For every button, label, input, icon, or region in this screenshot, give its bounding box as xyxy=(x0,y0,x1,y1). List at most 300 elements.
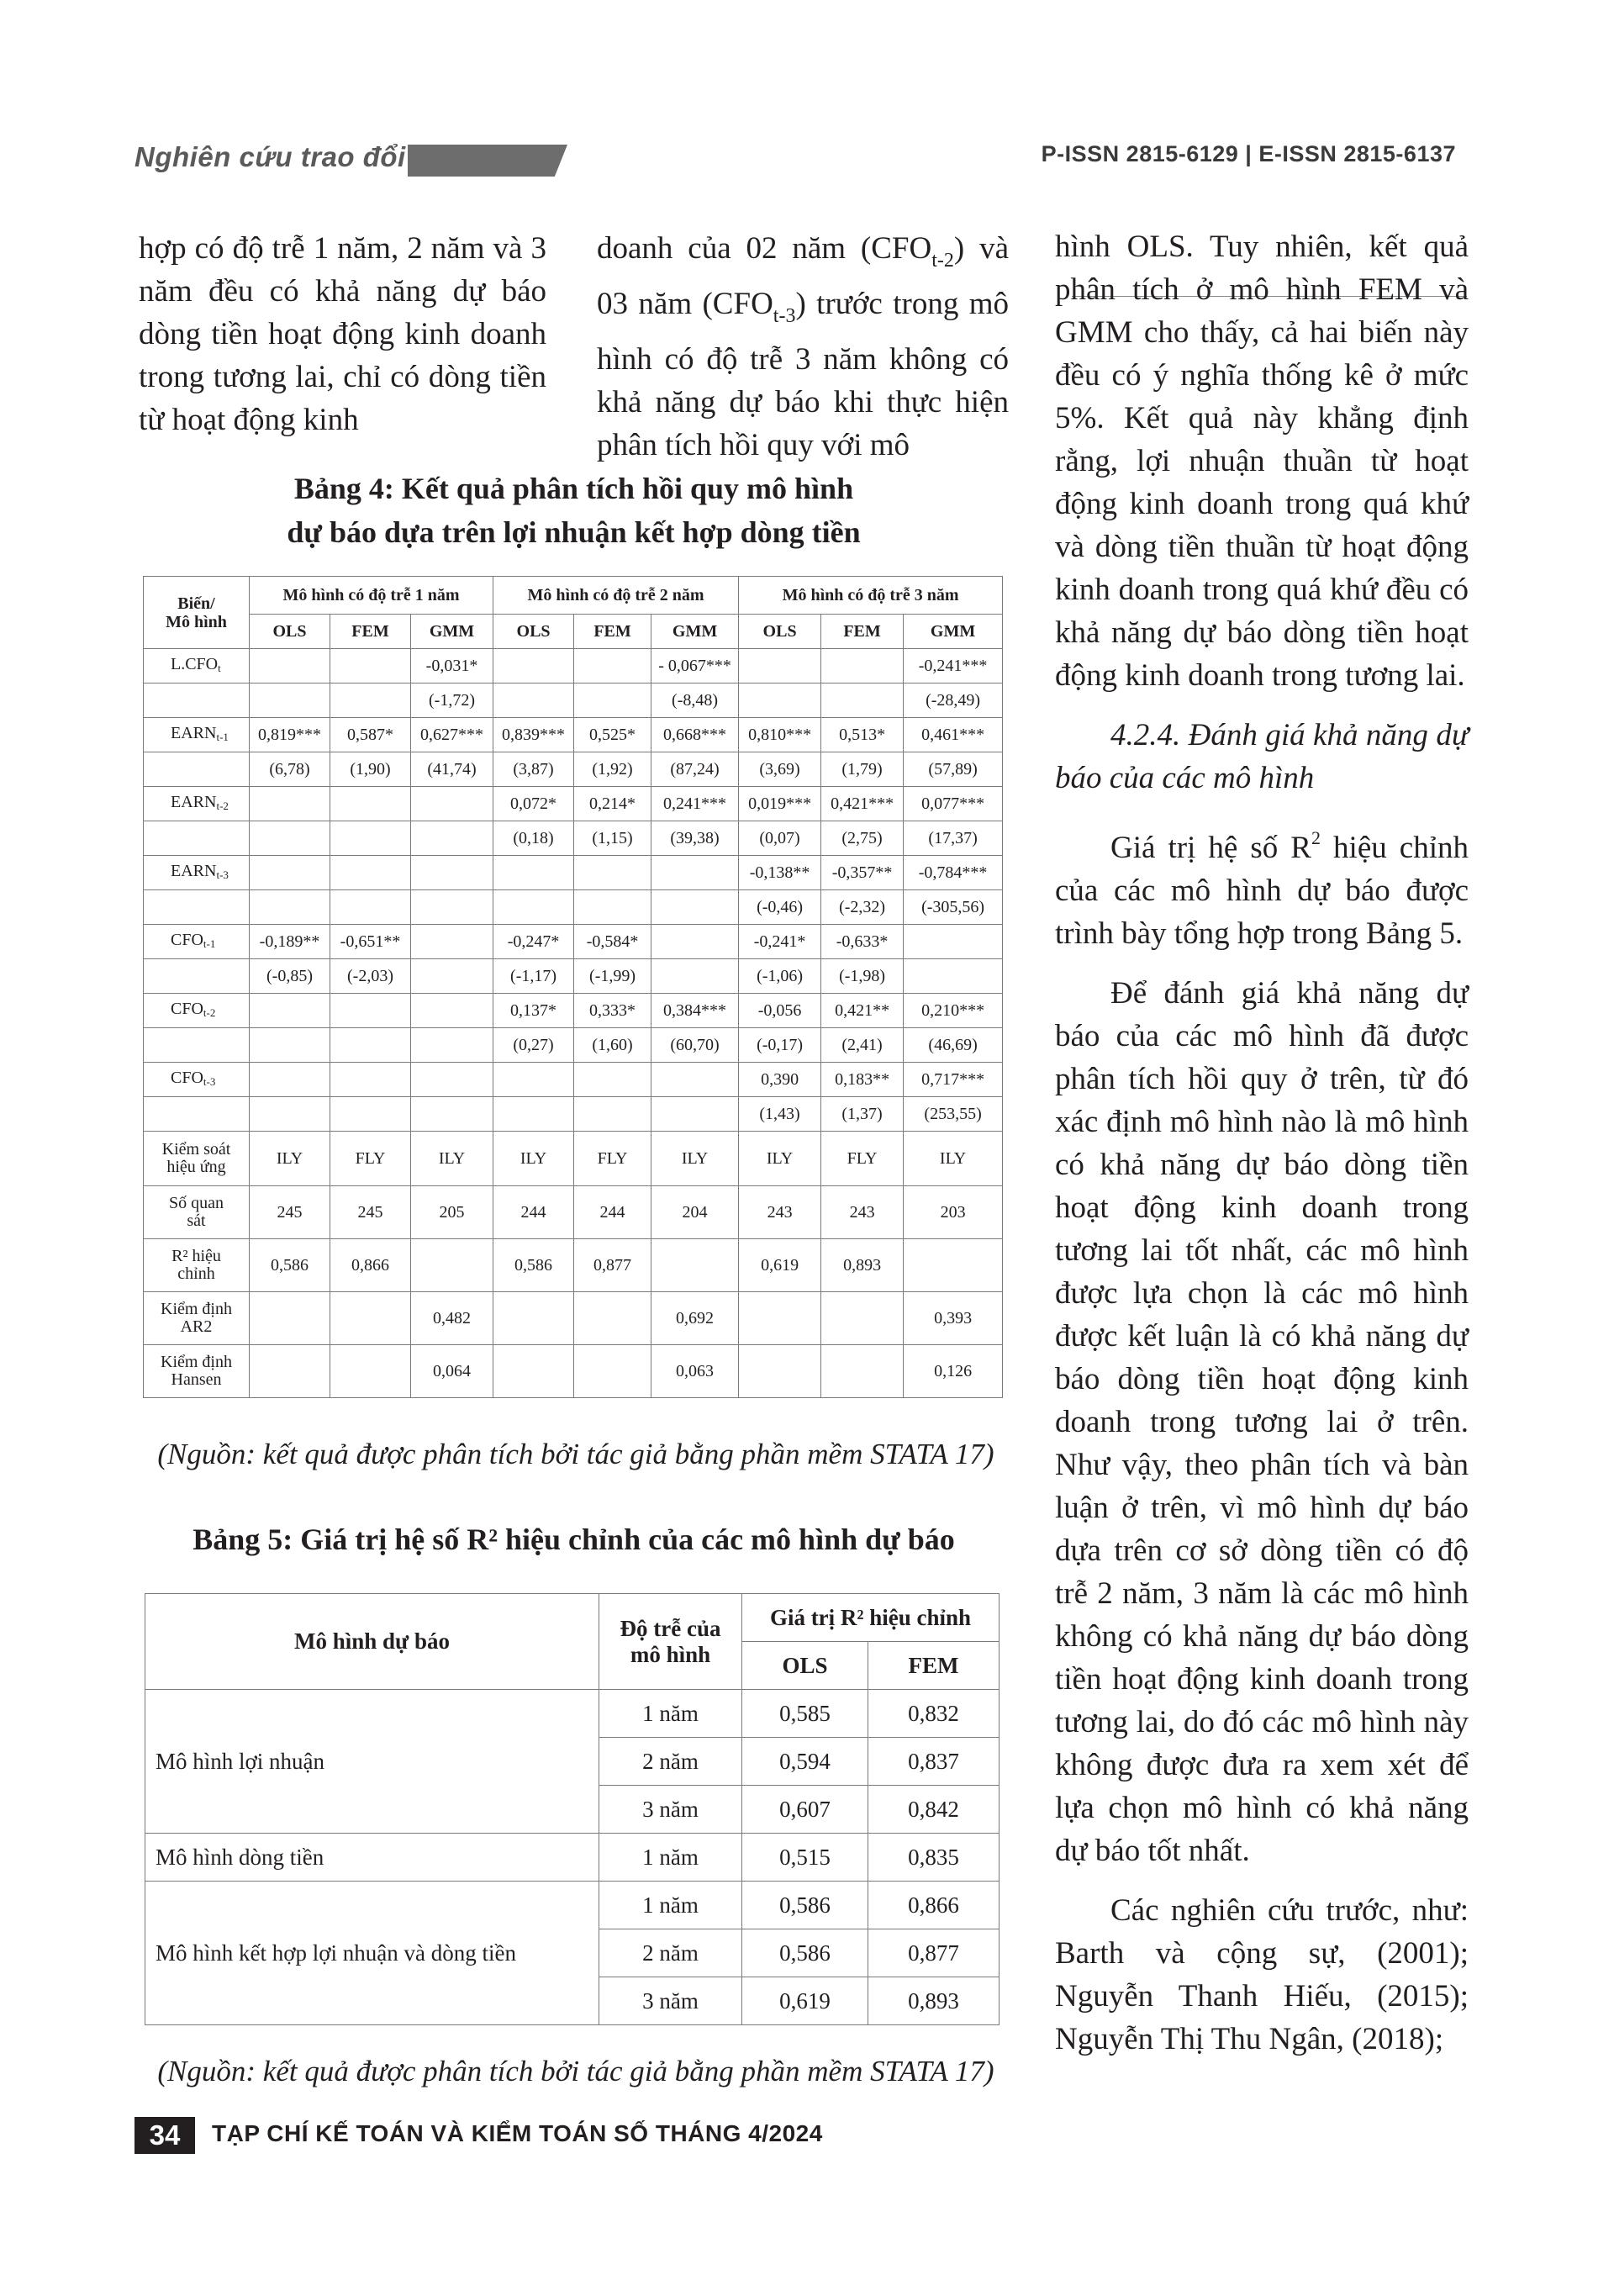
table4-coef-cell xyxy=(493,856,574,890)
table-row xyxy=(144,821,1003,856)
table5-cell: 2 năm xyxy=(599,1929,742,1977)
footer-label-line1: Số quan xyxy=(169,1194,224,1212)
table4-caption xyxy=(139,467,1009,554)
table4-tstat-cell xyxy=(250,821,330,856)
table4-coef-cell xyxy=(574,649,651,684)
table4-row-label xyxy=(144,649,250,684)
table4-coef-cell xyxy=(493,1063,574,1097)
table4-footer-cell: FLY xyxy=(574,1132,651,1186)
table5-cell: 0,866 xyxy=(868,1882,1000,1929)
table4-tstat-cell: (253,55) xyxy=(904,1097,1003,1132)
lag-header-line2: mô hình xyxy=(630,1641,711,1667)
table4-coef-cell: 0,810*** xyxy=(739,718,821,752)
table4-coef-cell: -0,241* xyxy=(739,925,821,959)
table4-coef-cell xyxy=(574,856,651,890)
table4-footer-cell: 204 xyxy=(651,1186,739,1239)
table4-coef-cell: 0,333* xyxy=(574,994,651,1028)
row-label-text: L.CFO xyxy=(171,654,219,673)
table4-tstat-cell: (2,75) xyxy=(821,821,904,856)
table5-cell: 1 năm xyxy=(599,1690,742,1738)
table4-tstat-cell xyxy=(739,684,821,718)
table4-empty-label xyxy=(144,684,250,718)
table5-cell: 3 năm xyxy=(599,1977,742,2025)
table4-empty-label xyxy=(144,1028,250,1063)
table4-model-header: OLS xyxy=(493,615,574,649)
row-label-sub: t-1 xyxy=(203,937,216,950)
table4-footer-cell: 244 xyxy=(574,1186,651,1239)
table4-footer-cell: 245 xyxy=(250,1186,330,1239)
row-label-sub: t-2 xyxy=(216,799,229,812)
table5-cell: 0,594 xyxy=(742,1738,868,1786)
table4-tstat-cell xyxy=(250,1097,330,1132)
table4-footer-cell: ILY xyxy=(651,1132,739,1186)
table4-coef-cell: -0,031* xyxy=(411,649,493,684)
table5-source: (Nguồn: kết quả được phân tích bởi tác giả bằng phần mềm STATA 17) xyxy=(157,2055,994,2088)
table-row xyxy=(144,1028,1003,1063)
table5-cell: 1 năm xyxy=(599,1882,742,1929)
row-label-text: CFO xyxy=(171,1068,203,1087)
table4-footer-label xyxy=(144,1186,250,1239)
table4-coef-cell xyxy=(821,649,904,684)
table4-footer-cell xyxy=(330,1292,411,1345)
table4-tstat-cell: (1,43) xyxy=(739,1097,821,1132)
table4-coef-cell: 0,421** xyxy=(821,994,904,1028)
table4-coef-cell: 0,668*** xyxy=(651,718,739,752)
table5-cell: 0,607 xyxy=(742,1786,868,1834)
table5-fem-header: FEM xyxy=(868,1642,1000,1690)
table4-var-header xyxy=(144,577,250,649)
row-label-sub: t-3 xyxy=(216,868,229,881)
table4-coef-cell: 0,210*** xyxy=(904,994,1003,1028)
table-row xyxy=(144,1345,1003,1398)
table4-coef-cell: 0,587* xyxy=(330,718,411,752)
table4-coef-cell xyxy=(411,1063,493,1097)
table-row xyxy=(144,684,1003,718)
table4-model-header: GMM xyxy=(411,615,493,649)
table-row xyxy=(144,1239,1003,1292)
table4-tstat-cell xyxy=(330,890,411,925)
column-1 xyxy=(139,227,546,441)
table4-tstat-cell xyxy=(493,890,574,925)
table4-coef-cell xyxy=(411,925,493,959)
table4-tstat-cell: (0,27) xyxy=(493,1028,574,1063)
table4-coef-cell xyxy=(250,1063,330,1097)
table4-tstat-cell: (1,92) xyxy=(574,752,651,787)
table4-footer-cell: 0,619 xyxy=(739,1239,821,1292)
table4-coef-cell: 0,421*** xyxy=(821,787,904,821)
table4-footer-cell xyxy=(250,1292,330,1345)
row-label-text: EARN xyxy=(171,792,217,811)
table4-coef-cell xyxy=(330,1063,411,1097)
col2-sub-a: t-2 xyxy=(931,250,954,272)
table4-coef-cell: -0,357** xyxy=(821,856,904,890)
table4-tstat-cell: (87,24) xyxy=(651,752,739,787)
table4-row-label xyxy=(144,787,250,821)
table4-coef-cell xyxy=(739,649,821,684)
table-row xyxy=(144,1292,1003,1345)
table4-tstat-cell: (0,07) xyxy=(739,821,821,856)
table4-tstat-cell xyxy=(250,684,330,718)
table4-coef-cell xyxy=(250,649,330,684)
table4-coef-cell: 0,137* xyxy=(493,994,574,1028)
table4-tstat-cell: (60,70) xyxy=(651,1028,739,1063)
table4-tstat-cell: (-1,99) xyxy=(574,959,651,994)
table4-footer-cell: 0,482 xyxy=(411,1292,493,1345)
table4-tstat-cell: (-2,32) xyxy=(821,890,904,925)
table4-coef-cell: 0,183** xyxy=(821,1063,904,1097)
table4-tstat-cell xyxy=(250,1028,330,1063)
table4-coef-cell: 0,627*** xyxy=(411,718,493,752)
table4-model-header: OLS xyxy=(739,615,821,649)
table4-tstat-cell: (2,41) xyxy=(821,1028,904,1063)
table-row xyxy=(144,959,1003,994)
table4-tstat-cell xyxy=(574,684,651,718)
table4-coef-cell: -0,633* xyxy=(821,925,904,959)
table4-coef-cell xyxy=(330,787,411,821)
table4-footer-cell: 0,877 xyxy=(574,1239,651,1292)
table4-tstat-cell xyxy=(493,684,574,718)
table4-footer-cell xyxy=(739,1345,821,1398)
row-label-text: EARN xyxy=(171,861,217,880)
table4-tstat-cell xyxy=(250,890,330,925)
table4-group-header: Mô hình có độ trễ 1 năm xyxy=(250,577,493,615)
table4-coef-cell: 0,525* xyxy=(574,718,651,752)
table4-footer-label xyxy=(144,1132,250,1186)
table4-footer-cell: 0,063 xyxy=(651,1345,739,1398)
table4-footer-label xyxy=(144,1292,250,1345)
table4-footer-cell: 0,586 xyxy=(493,1239,574,1292)
table4-footer-cell: ILY xyxy=(250,1132,330,1186)
table4-tstat-cell: (-305,56) xyxy=(904,890,1003,925)
table-row xyxy=(144,890,1003,925)
table4-coef-cell: 0,461*** xyxy=(904,718,1003,752)
table4-empty-label xyxy=(144,890,250,925)
column-3 xyxy=(1055,225,1469,2061)
table4-coef-cell: 0,072* xyxy=(493,787,574,821)
journal-title: TẠP CHÍ KẾ TOÁN VÀ KIỂM TOÁN SỐ THÁNG 4/2024 xyxy=(212,2120,823,2146)
table4-coef-cell: 0,717*** xyxy=(904,1063,1003,1097)
table4-footer-cell: 0,866 xyxy=(330,1239,411,1292)
table4-tstat-cell: (-1,72) xyxy=(411,684,493,718)
row-label-sub: t-3 xyxy=(203,1074,216,1088)
table4-tstat-cell xyxy=(904,959,1003,994)
table4-group-header: Mô hình có độ trễ 3 năm xyxy=(739,577,1003,615)
table4-caption-line2: dự báo dựa trên lợi nhuận kết hợp dòng tiền xyxy=(287,515,861,549)
table5-model-name: Mô hình dòng tiền xyxy=(145,1834,599,1882)
table-row xyxy=(144,787,1003,821)
table4-tstat-cell: (17,37) xyxy=(904,821,1003,856)
table4-tstat-cell xyxy=(411,1028,493,1063)
table5-cell: 0,586 xyxy=(742,1882,868,1929)
page-header xyxy=(0,126,1614,177)
table4-coef-cell: -0,247* xyxy=(493,925,574,959)
table4-tstat-cell xyxy=(411,821,493,856)
col3-paragraph-2 xyxy=(1055,816,1469,955)
table4-tstat-cell xyxy=(411,959,493,994)
table-row xyxy=(145,1834,1000,1882)
table4-coef-cell xyxy=(411,787,493,821)
footer-label-line1: Kiểm định xyxy=(161,1353,232,1371)
table4-footer-cell: FLY xyxy=(821,1132,904,1186)
table4-coef-cell xyxy=(651,856,739,890)
table-row xyxy=(145,1882,1000,1929)
table4-coef-cell xyxy=(330,994,411,1028)
table4-tstat-cell: (-28,49) xyxy=(904,684,1003,718)
table4-tstat-cell: (1,37) xyxy=(821,1097,904,1132)
table5-cell: 1 năm xyxy=(599,1834,742,1882)
table5-model-name: Mô hình kết hợp lợi nhuận và dòng tiền xyxy=(145,1882,599,2025)
col2-paragraph xyxy=(597,227,1009,467)
table4-coef-cell: 0,390 xyxy=(739,1063,821,1097)
table4-footer-cell: 243 xyxy=(821,1186,904,1239)
table4-empty-label xyxy=(144,752,250,787)
table-row xyxy=(144,994,1003,1028)
table4-tstat-cell xyxy=(493,1097,574,1132)
table4-group-header: Mô hình có độ trễ 2 năm xyxy=(493,577,739,615)
table4-coef-cell xyxy=(250,787,330,821)
table4-coef-cell xyxy=(493,649,574,684)
table4-var-header-line1: Biến/ xyxy=(177,594,215,613)
table4-coef-cell xyxy=(250,994,330,1028)
table4-row-label xyxy=(144,1063,250,1097)
table4-tstat-cell: (46,69) xyxy=(904,1028,1003,1063)
table-row xyxy=(144,1063,1003,1097)
table4-tstat-cell: (-1,06) xyxy=(739,959,821,994)
table5-ols-header: OLS xyxy=(742,1642,868,1690)
table4-tstat-cell xyxy=(651,959,739,994)
table4-caption-line1: Bảng 4: Kết quả phân tích hồi quy mô hình xyxy=(293,472,854,505)
footer-label-line1: Kiểm soát xyxy=(161,1140,231,1159)
table5-lag-header xyxy=(599,1594,742,1690)
table4-footer-cell: ILY xyxy=(904,1132,1003,1186)
table4-footer-cell: FLY xyxy=(330,1132,411,1186)
table4-tstat-cell: (1,60) xyxy=(574,1028,651,1063)
table4-footer-cell xyxy=(574,1292,651,1345)
table-row xyxy=(145,1690,1000,1738)
table-4 xyxy=(143,576,1003,1398)
table4-tstat-cell: (-8,48) xyxy=(651,684,739,718)
table4-footer-cell xyxy=(739,1292,821,1345)
table4-tstat-cell xyxy=(651,890,739,925)
table5-header-row xyxy=(145,1594,1000,1642)
table4-footer-cell xyxy=(330,1345,411,1398)
footer-label-line2: chỉnh xyxy=(177,1264,215,1283)
table4-tstat-cell: (1,90) xyxy=(330,752,411,787)
col3-p2-text-a: Giá trị hệ số R xyxy=(1110,831,1311,865)
header-decor-bar xyxy=(408,145,567,177)
table4-coef-cell: -0,189** xyxy=(250,925,330,959)
table-row xyxy=(144,752,1003,787)
table4-coef-cell xyxy=(651,925,739,959)
table4-tstat-cell: (1,79) xyxy=(821,752,904,787)
table4-footer-cell: 0,893 xyxy=(821,1239,904,1292)
table4-var-header-line2: Mô hình xyxy=(166,612,227,631)
table4-coef-cell: -0,241*** xyxy=(904,649,1003,684)
table4-empty-label xyxy=(144,959,250,994)
table4-tstat-cell: (3,69) xyxy=(739,752,821,787)
row-label-sub: t xyxy=(218,661,221,674)
table4-footer-cell: 205 xyxy=(411,1186,493,1239)
col2-text-a: doanh của 02 năm (CFO xyxy=(597,231,932,266)
table4-footer-cell: ILY xyxy=(493,1132,574,1186)
col3-paragraph-3: Để đánh giá khả năng dự báo của các mô hình đã được phân tích hồi quy ở trên, từ đó xác định mô hình nào là mô hình có khả năng dự báo dòng tiền hoạt động kinh doanh trong tương lai tốt nhất, các mô hình được lựa chọn là các mô hình được kết luận là có khả năng dự báo dòng tiền hoạt động kinh doanh trong tương lai ở trên. Như vậy, theo phân tích và bàn luận ở trên, vì mô hình dự báo dựa trên cơ sở dòng tiền có độ trễ 2 năm, 3 năm là các mô hình không có khả năng dự báo dòng tiền hoạt động kinh doanh trong tương lai, do đó các mô hình này không được đưa ra xem xét để lựa chọn mô hình có khả năng dự báo tốt nhất. xyxy=(1055,976,1469,1868)
table5-cell: 0,586 xyxy=(742,1929,868,1977)
table4-footer-cell: 243 xyxy=(739,1186,821,1239)
table4-row-label xyxy=(144,925,250,959)
table4-coef-cell: -0,138** xyxy=(739,856,821,890)
col3-p2-text-b: hiệu chỉnh của các mô hình dự báo được trình bày tổng hợp trong Bảng 5. xyxy=(1055,831,1469,951)
row-label-text: CFO xyxy=(171,930,203,949)
table4-header-row xyxy=(144,577,1003,615)
issn-label: P-ISSN 2815-6129 | E-ISSN 2815-6137 xyxy=(1041,141,1456,166)
table4-tstat-cell xyxy=(821,684,904,718)
table4-coef-cell: - 0,067*** xyxy=(651,649,739,684)
table4-coef-cell: -0,584* xyxy=(574,925,651,959)
table4-source: (Nguồn: kết quả được phân tích bởi tác giả bằng phần mềm STATA 17) xyxy=(157,1438,994,1470)
table5-caption: Bảng 5: Giá trị hệ số R² hiệu chỉnh của các mô hình dự báo xyxy=(193,1523,955,1556)
table4-model-header: GMM xyxy=(651,615,739,649)
table4-tstat-cell xyxy=(411,890,493,925)
table4-coef-cell: 0,077*** xyxy=(904,787,1003,821)
table4-coef-cell xyxy=(411,856,493,890)
table4-footer-cell: 0,586 xyxy=(250,1239,330,1292)
col1-paragraph: hợp có độ trễ 1 năm, 2 năm và 3 năm đều có khả năng dự báo dòng tiền hoạt động kinh doanh trong tương lai, chỉ có dòng tiền từ hoạt động kinh xyxy=(139,231,546,437)
lag-header-line1: Độ trễ của xyxy=(620,1615,721,1641)
table4-coef-cell: 0,019*** xyxy=(739,787,821,821)
table4-tstat-cell: (6,78) xyxy=(250,752,330,787)
table5-cell: 2 năm xyxy=(599,1738,742,1786)
col3-p2-sup: 2 xyxy=(1311,827,1321,848)
footer-label-line2: hiệu ứng xyxy=(166,1158,226,1176)
section-title: Nghiên cứu trao đổi xyxy=(134,141,406,172)
table4-tstat-cell: (-0,85) xyxy=(250,959,330,994)
table-row xyxy=(144,1132,1003,1186)
table4-footer-label xyxy=(144,1345,250,1398)
table4-footer-cell: 245 xyxy=(330,1186,411,1239)
table4-tstat-cell xyxy=(330,821,411,856)
table5-model-header: Mô hình dự báo xyxy=(145,1594,599,1690)
table4-model-header: OLS xyxy=(250,615,330,649)
footer-label-line1: R² hiệu xyxy=(171,1247,221,1265)
column-2 xyxy=(597,227,1009,467)
table5-cell: 0,877 xyxy=(868,1929,1000,1977)
table-row xyxy=(144,925,1003,959)
table5-cell: 0,585 xyxy=(742,1690,868,1738)
table4-footer-cell xyxy=(411,1239,493,1292)
table4-tstat-cell: (-0,17) xyxy=(739,1028,821,1063)
table4-tstat-cell: (-0,46) xyxy=(739,890,821,925)
section-heading: 4.2.4. Đánh giá khả năng dự báo của các mô hình xyxy=(1055,718,1469,795)
footer-label-line2: AR2 xyxy=(180,1317,213,1336)
table4-tstat-cell xyxy=(411,1097,493,1132)
table-5 xyxy=(145,1593,1000,2025)
table5-cell: 0,515 xyxy=(742,1834,868,1882)
table-row xyxy=(144,649,1003,684)
table4-tstat-cell xyxy=(330,1028,411,1063)
table5-model-name: Mô hình lợi nhuận xyxy=(145,1690,599,1834)
table4-coef-cell xyxy=(904,925,1003,959)
table4-model-header: FEM xyxy=(330,615,411,649)
table5-cell: 0,837 xyxy=(868,1738,1000,1786)
table5-cell: 0,893 xyxy=(868,1977,1000,2025)
table4-tstat-cell xyxy=(330,1097,411,1132)
table4-footer-cell xyxy=(493,1345,574,1398)
table4-coef-cell: 0,214* xyxy=(574,787,651,821)
table-row xyxy=(144,1186,1003,1239)
table4-coef-cell: 0,241*** xyxy=(651,787,739,821)
table4-empty-label xyxy=(144,821,250,856)
table4-coef-cell xyxy=(250,856,330,890)
table4-model-header: GMM xyxy=(904,615,1003,649)
table4-model-header: FEM xyxy=(574,615,651,649)
table5-cell: 3 năm xyxy=(599,1786,742,1834)
table4-footer-cell: 0,126 xyxy=(904,1345,1003,1398)
table4-row-label xyxy=(144,856,250,890)
footer-label-line2: Hansen xyxy=(171,1370,222,1389)
table4-coef-cell: -0,651** xyxy=(330,925,411,959)
table4-coef-cell: -0,784*** xyxy=(904,856,1003,890)
table4-coef-cell: 0,819*** xyxy=(250,718,330,752)
table4-coef-cell xyxy=(330,856,411,890)
table4-tstat-cell: (0,18) xyxy=(493,821,574,856)
table4-tstat-cell: (-2,03) xyxy=(330,959,411,994)
table4-footer-cell: 0,393 xyxy=(904,1292,1003,1345)
table4-tstat-cell: (-1,17) xyxy=(493,959,574,994)
table4-tstat-cell: (-1,98) xyxy=(821,959,904,994)
table4-coef-cell xyxy=(330,649,411,684)
table4-footer-cell xyxy=(250,1345,330,1398)
table4-model-header: FEM xyxy=(821,615,904,649)
table4-row-label xyxy=(144,994,250,1028)
table4-tstat-cell: (39,38) xyxy=(651,821,739,856)
col2-text-b: ) và 03 năm (CFO xyxy=(597,231,1009,321)
table4-coef-cell: -0,056 xyxy=(739,994,821,1028)
table4-tstat-cell: (3,87) xyxy=(493,752,574,787)
col3-paragraph-4: Các nghiên cứu trước, như: Barth và cộng sự, (2001); Nguyễn Thanh Hiếu, (2015); Nguyễn Thị Thu Ngân, (2018); xyxy=(1055,1893,1469,2056)
table4-model-row xyxy=(144,615,1003,649)
table4-coef-cell: 0,513* xyxy=(821,718,904,752)
table4-coef-cell: 0,839*** xyxy=(493,718,574,752)
table4-footer-cell xyxy=(651,1239,739,1292)
footer-label-line1: Kiểm định xyxy=(161,1300,232,1318)
table5-r2-header: Giá trị R² hiệu chỉnh xyxy=(742,1594,1000,1642)
table5-cell: 0,842 xyxy=(868,1786,1000,1834)
table4-footer-cell: 0,692 xyxy=(651,1292,739,1345)
table4-row-label xyxy=(144,718,250,752)
table4-coef-cell xyxy=(651,1063,739,1097)
table5-cell: 0,619 xyxy=(742,1977,868,2025)
table4-empty-label xyxy=(144,1097,250,1132)
row-label-sub: t-2 xyxy=(203,1005,216,1019)
table4-tstat-cell xyxy=(574,1097,651,1132)
table4-coef-cell xyxy=(574,1063,651,1097)
col2-text-c: ) trước trong mô hình có độ trễ 3 năm không có khả năng dự báo khi thực hiện phân tích hồi quy với mô xyxy=(597,287,1009,462)
table4-coef-cell: 0,384*** xyxy=(651,994,739,1028)
table-row xyxy=(144,1097,1003,1132)
table4-footer-cell xyxy=(821,1292,904,1345)
row-label-text: EARN xyxy=(171,723,217,742)
table-row xyxy=(144,718,1003,752)
col3-paragraph-1: hình OLS. Tuy nhiên, kết quả phân tích ở mô hình FEM và GMM cho thấy, cả hai biến này đều có ý nghĩa thống kê ở mức 5%. Kết quả này khẳng định rằng, lợi nhuận thuần từ hoạt động kinh doanh trong quá khứ và dòng tiền thuần từ hoạt động kinh doanh trong quá khứ đều có khả năng dự báo dòng tiền hoạt động kinh doanh trong tương lai. xyxy=(1055,230,1469,693)
table-row xyxy=(144,856,1003,890)
table4-tstat-cell: (1,15) xyxy=(574,821,651,856)
table4-tstat-cell: (57,89) xyxy=(904,752,1003,787)
table4-tstat-cell xyxy=(574,890,651,925)
page-footer xyxy=(134,2117,1480,2154)
table4-footer-cell: 203 xyxy=(904,1186,1003,1239)
table4-tstat-cell xyxy=(651,1097,739,1132)
row-label-text: CFO xyxy=(171,999,203,1018)
